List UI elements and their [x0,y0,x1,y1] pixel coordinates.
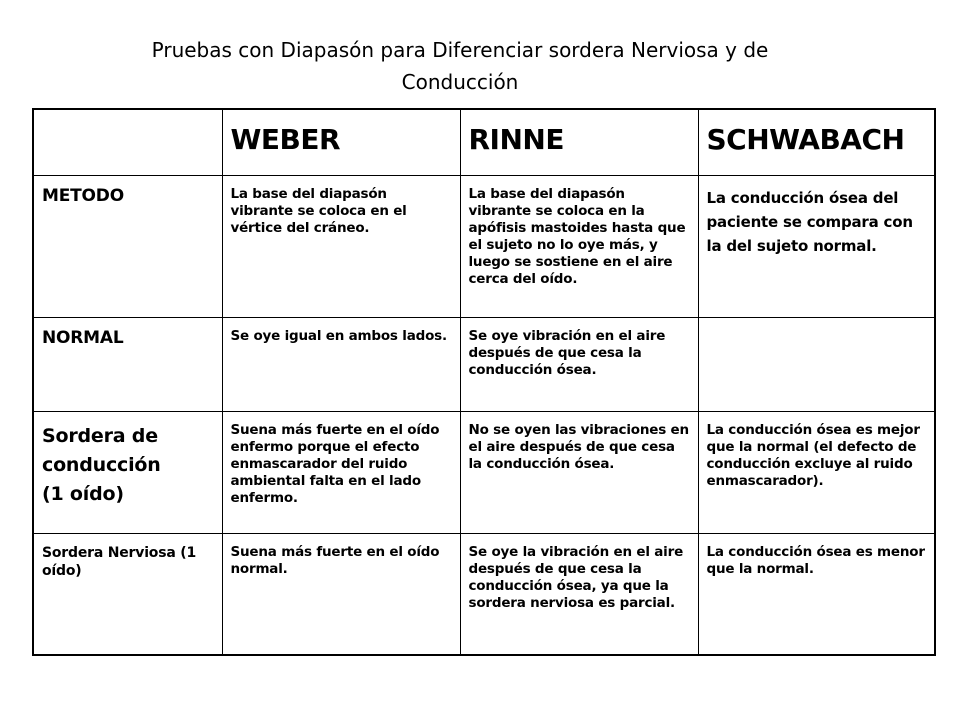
cell-nerviosa-rinne: Se oye la vibración en el aire después de que cesa la conducción ósea, ya que la sordera nerviosa es parcial. [460,533,698,655]
cell-nerviosa-weber: Suena más fuerte en el oído normal. [222,533,460,655]
table-row-sordera-conduccion [33,411,935,533]
cell-nerviosa-schwabach: La conducción ósea es menor que la normal. [698,533,935,655]
cell-metodo-rinne: La base del diapasón vibrante se coloca en la apófisis mastoides hasta que el sujeto no lo oye más, y luego se sostiene en el aire cerca del oído. [460,175,698,317]
cell-conduccion-weber: Suena más fuerte en el oído enfermo porque el efecto enmascarador del ruido ambiental falta en el lado enfermo. [222,411,460,533]
tuning-fork-tests-table [32,108,936,656]
row-label-sordera-conduccion-line-2: (1 oído) [42,482,124,505]
cell-conduccion-rinne: No se oyen las vibraciones en el aire después de que cesa la conducción ósea. [460,411,698,533]
row-label-sordera-conduccion [33,411,222,533]
cell-normal-schwabach [698,317,935,411]
cell-metodo-schwabach: La conducción ósea del paciente se compara con la del sujeto normal. [698,175,935,317]
slide-title-line-1: Pruebas con Diapasón para Diferenciar sordera Nerviosa y de [151,38,769,62]
table-row-normal [33,317,935,411]
cell-conduccion-schwabach: La conducción ósea es mejor que la normal (el defecto de conducción excluye al ruido enmascarador). [698,411,935,533]
header-cell-weber: WEBER [222,109,460,175]
header-cell-rinne: RINNE [460,109,698,175]
cell-normal-weber: Se oye igual en ambos lados. [222,317,460,411]
header-cell-schwabach: SCHWABACH [698,109,935,175]
cell-normal-rinne: Se oye vibración en el aire después de que cesa la conducción ósea. [460,317,698,411]
header-cell-empty [33,109,222,175]
slide-title [0,34,920,98]
table-row-metodo [33,175,935,317]
table-row-sordera-nerviosa [33,533,935,655]
row-label-sordera-nerviosa: Sordera Nerviosa (1 oído) [33,533,222,655]
row-label-sordera-conduccion-line-1: Sordera de conducción [42,424,161,476]
cell-metodo-weber: La base del diapasón vibrante se coloca en el vértice del cráneo. [222,175,460,317]
row-label-normal: NORMAL [33,317,222,411]
row-label-metodo: METODO [33,175,222,317]
header-row [33,109,935,175]
slide-title-line-2: Conducción [401,70,519,94]
